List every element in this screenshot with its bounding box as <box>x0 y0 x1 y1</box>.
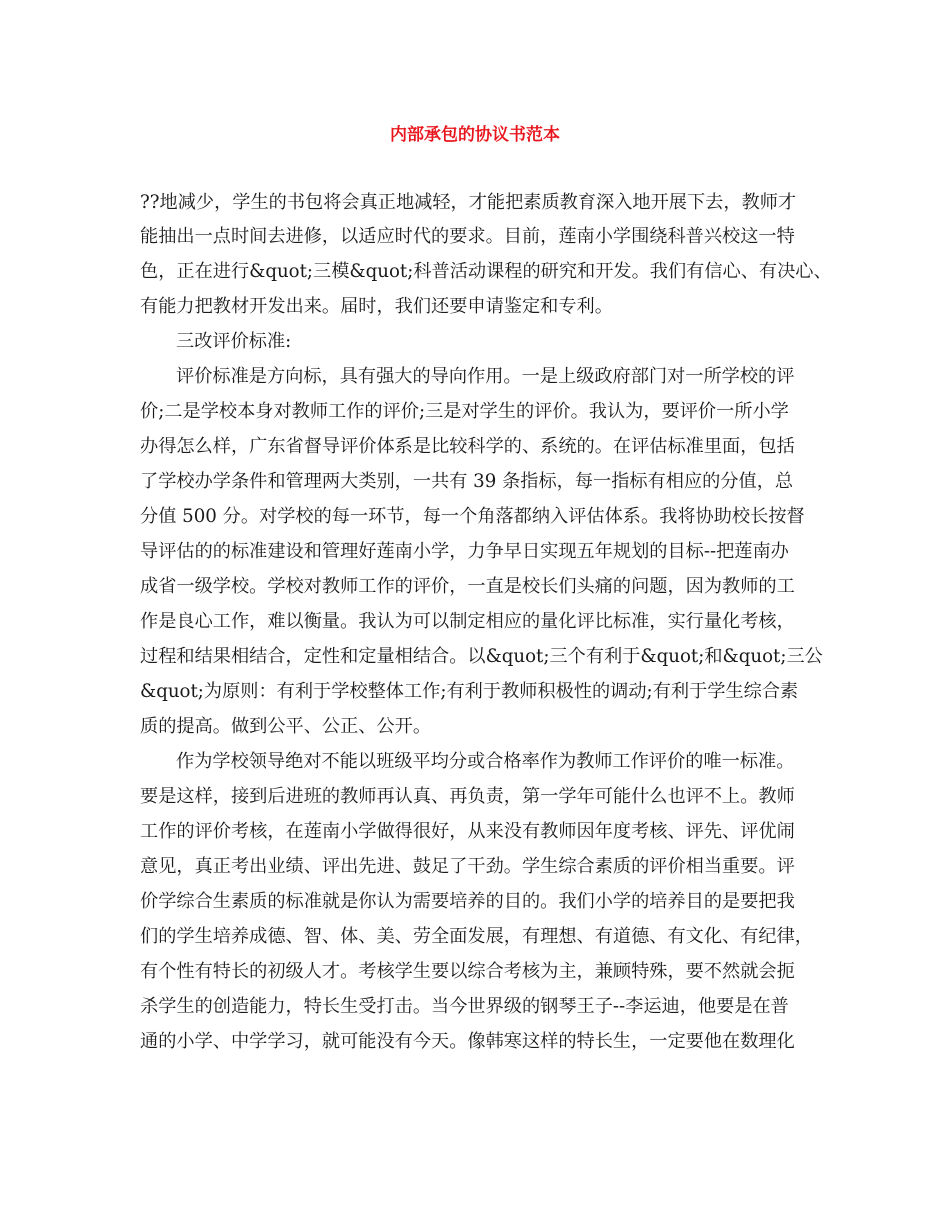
text-line: 通的小学、中学学习，就可能没有今天。像韩寒这样的特长生，一定要他在数理化 <box>140 1031 795 1052</box>
text-line: 们的学生培养成德、智、体、美、劳全面发展，有理想、有道德、有文化、有纪律， <box>140 926 813 947</box>
text-line: 作是良心工作，难以衡量。我认为可以制定相应的量化评比标准，实行量化考核， <box>140 611 795 632</box>
document-title: 内部承包的协议书范本 <box>390 125 560 145</box>
section-heading: 三改评价标准: <box>176 331 292 352</box>
text-line: 导评估的的标准建设和管理好莲南小学，力争早日实现五年规划的目标--把莲南办 <box>140 541 789 562</box>
text-line: 价;二是学校本身对教师工作的评价;三是对学生的评价。我认为，要评价一所小学 <box>140 401 789 422</box>
text-line: 意见，真正考出业绩、评出先进、鼓足了干劲。学生综合素质的评价相当重要。评 <box>140 856 795 877</box>
text-line: 能抽出一点时间去进修，以适应时代的要求。目前，莲南小学围绕科普兴校这一特 <box>140 226 795 247</box>
text-line: &quot;为原则：有利于学校整体工作;有利于教师积极性的调动;有利于学生综合素 <box>140 681 799 702</box>
text-line: ??地减少，学生的书包将会真正地减轻，才能把素质教育深入地开展下去，教师才 <box>140 192 797 213</box>
text-line: 成省一级学校。学校对教师工作的评价，一直是校长们头痛的问题，因为教师的工 <box>140 576 795 597</box>
text-line: 价学综合生素质的标准就是你认为需要培养的目的。我们小学的培养目的是要把我 <box>140 891 795 912</box>
text-line: 作为学校领导绝对不能以班级平均分或合格率作为教师工作评价的唯一标准。 <box>176 751 795 772</box>
text-line: 办得怎么样，广东省督导评价体系是比较科学的、系统的。在评估标准里面，包括 <box>140 436 795 457</box>
text-line: 杀学生的创造能力，特长生受打击。当今世界级的钢琴王子--李运迪，他要是在普 <box>140 996 789 1017</box>
text-line: 要是这样，接到后进班的教师再认真、再负责，第一学年可能什么也评不上。教师 <box>140 786 795 807</box>
text-line: 色，正在进行&quot;三模&quot;科普活动课程的研究和开发。我们有信心、有决心、 <box>140 261 832 282</box>
text-line: 工作的评价考核，在莲南小学做得很好，从来没有教师因年度考核、评先、评优闹 <box>140 821 795 842</box>
text-line: 评价标准是方向标，具有强大的导向作用。一是上级政府部门对一所学校的评 <box>176 366 795 387</box>
text-line: 分值 500 分。对学校的每一环节，每一个角落都纳入评估体系。我将协助校长按督 <box>140 506 805 527</box>
text-line: 有能力把教材开发出来。届时，我们还要申请鉴定和专利。 <box>140 296 613 317</box>
text-line: 有个性有特长的初级人才。考核学生要以综合考核为主，兼顾特殊，要不然就会扼 <box>140 961 795 982</box>
text-line: 质的提高。做到公平、公正、公开。 <box>140 716 432 737</box>
text-line: 过程和结果相结合，定性和定量相结合。以&quot;三个有利于&quot;和&quot;三公 <box>140 646 823 667</box>
text-line: 了学校办学条件和管理两大类别，一共有 39 条指标，每一指标有相应的分值，总 <box>140 471 794 492</box>
